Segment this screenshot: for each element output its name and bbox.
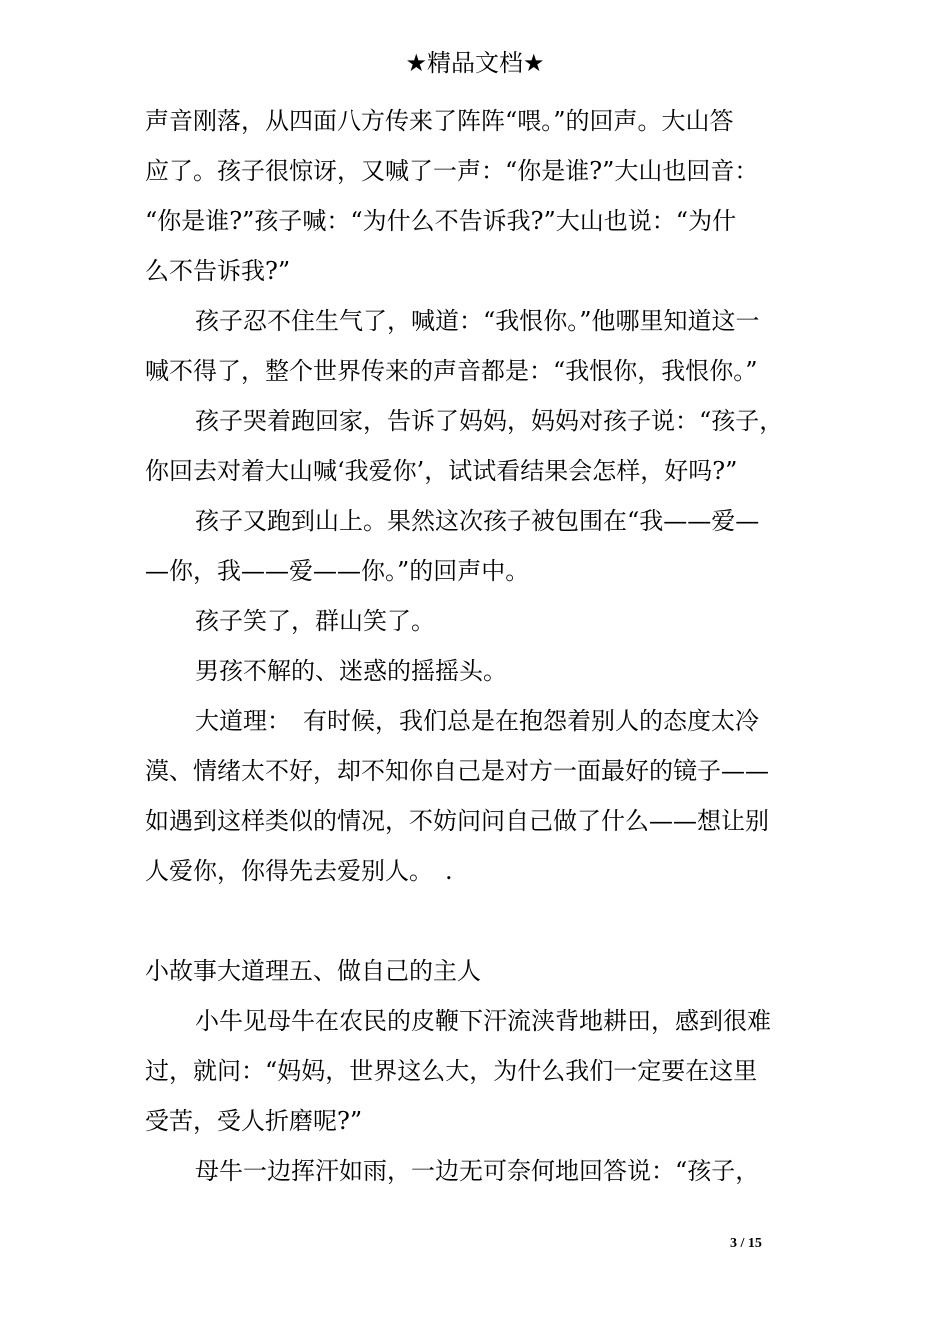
text-line: —你，我——爱——你。”的回声中。: [145, 557, 530, 585]
text-line: 孩子笑了，群山笑了。: [195, 607, 435, 635]
text-line: 男孩不解的、迷惑的摇摇头。: [195, 657, 507, 685]
page-number: 3 / 15: [730, 1236, 762, 1251]
text-line: 孩子又跑到山上。果然这次孩子被包围在“我——爱—: [195, 507, 760, 535]
text-line: 孩子忍不住生气了，喊道：“我恨你。”他哪里知道这一: [195, 307, 760, 335]
text-line: 母牛一边挥汗如雨，一边无可奈何地回答说：“孩子，: [195, 1157, 760, 1185]
text-line: 小故事大道理五、做自己的主人: [145, 957, 481, 985]
document-body: [145, 96, 810, 1196]
text-line: 人爱你，你得先去爱别人。 .: [145, 857, 453, 885]
blank-line: [145, 896, 810, 946]
text-line: “你是谁?”孩子喊：“为什么不告诉我?”大山也说：“为什: [145, 207, 737, 235]
text-line: 过，就问：“妈妈，世界这么大，为什么我们一定要在这里: [145, 1057, 758, 1085]
text-line: 小牛见母牛在农民的皮鞭下汗流浃背地耕田，感到很难: [195, 1007, 771, 1035]
text-line: 么不告诉我?”: [145, 257, 291, 285]
text-line: 你回去对着大山喊‘我爱你’，试试看结果会怎样，好吗?”: [145, 457, 738, 485]
text-line: 如遇到这样类似的情况，不妨问问自己做了什么——想让别: [145, 807, 769, 835]
text-line: 声音刚落，从四面八方传来了阵阵“喂。”的回声。大山答: [145, 107, 734, 135]
text-line: 应了。孩子很惊讶，又喊了一声：“你是谁?”大山也回音：: [145, 157, 759, 185]
page-header-title: ★精品文档★: [405, 49, 545, 77]
text-line: 孩子哭着跑回家，告诉了妈妈，妈妈对孩子说：“孩子，: [195, 407, 784, 435]
text-line: 大道理： 有时候，我们总是在抱怨着别人的态度太冷: [195, 707, 759, 735]
text-line: 漠、情绪太不好，却不知你自己是对方一面最好的镜子——: [145, 757, 769, 785]
text-line: 喊不得了，整个世界传来的声音都是：“我恨你，我恨你。”: [145, 357, 758, 385]
text-line: 受苦，受人折磨呢?”: [145, 1107, 363, 1135]
